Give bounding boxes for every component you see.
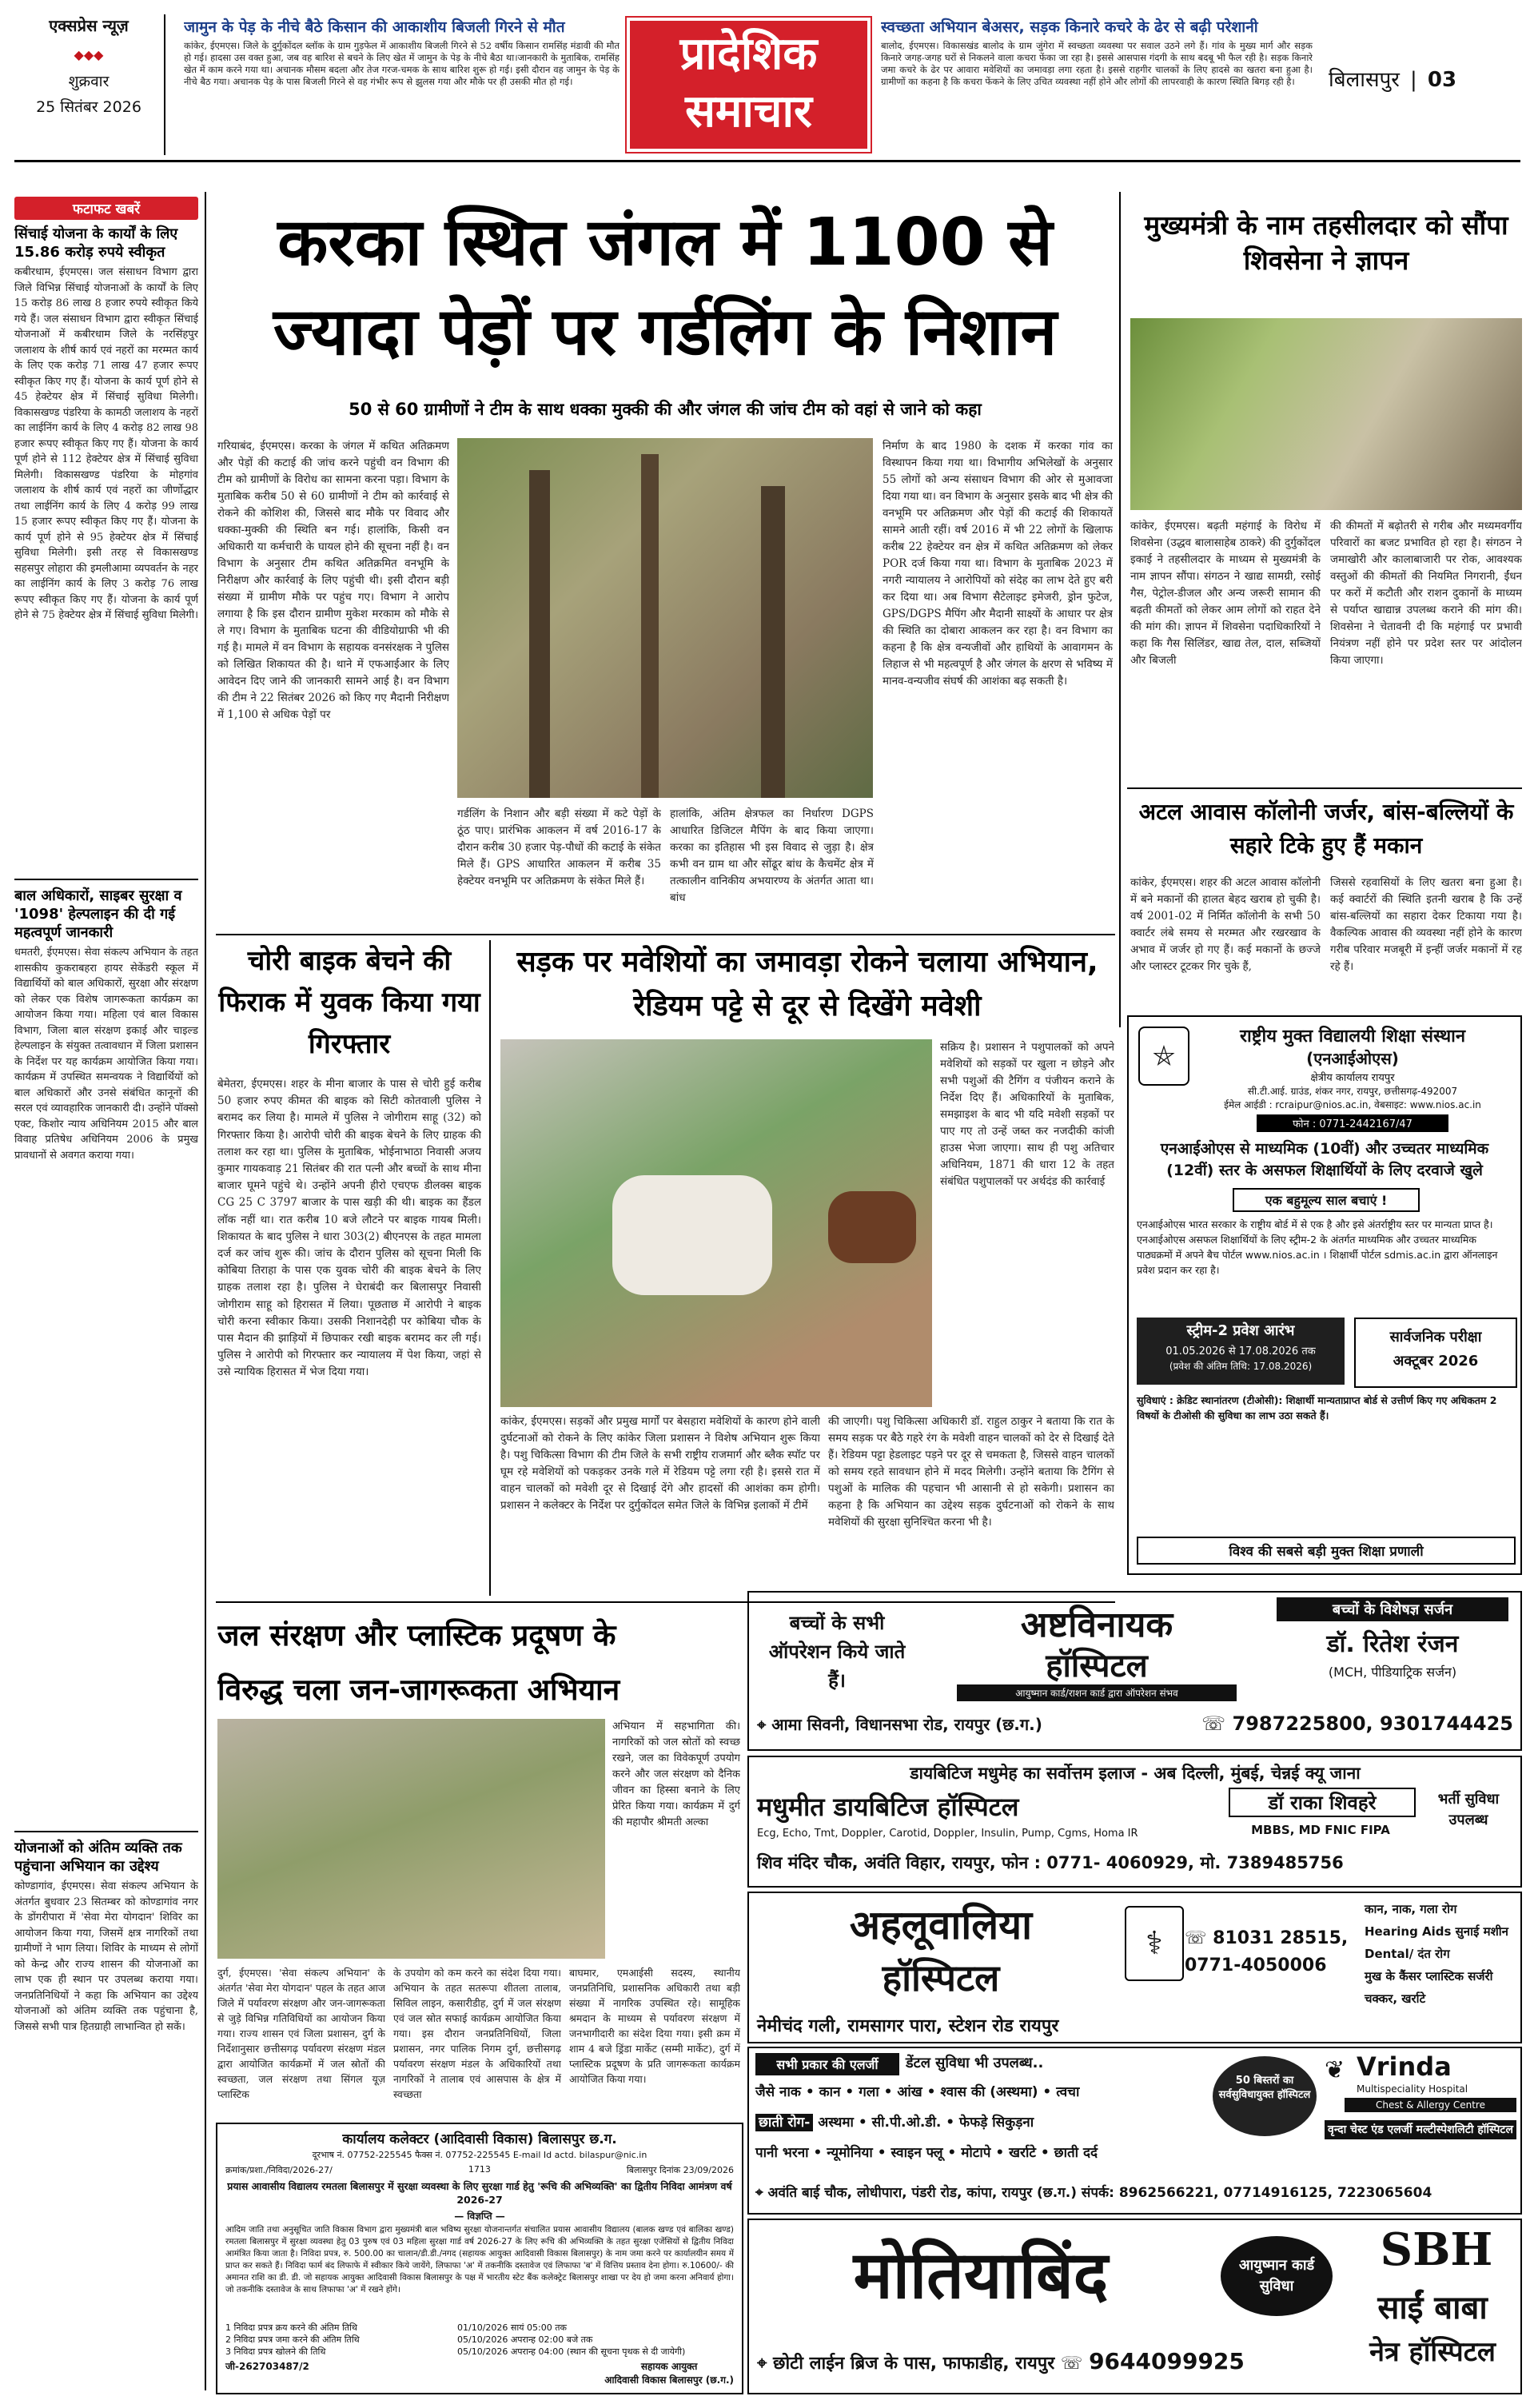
diab-name: मधुमीत डायबिटिज हॉस्पिटल bbox=[757, 1792, 1019, 1822]
ahlu-services bbox=[1365, 1898, 1520, 2010]
tender-row2 bbox=[225, 2334, 734, 2346]
tender-row3-value: 05/10/2026 अपरान्ह 04:00 (स्थान की सूचना पृथक से दी जायेगी) bbox=[457, 2346, 686, 2357]
ahlu-s3: Dental/ दंत रोग bbox=[1365, 1947, 1450, 1961]
section-title-2: समाचार bbox=[685, 86, 812, 138]
ashtavinayak-ad bbox=[747, 1591, 1522, 1751]
tender-body: आदिम जाति तथा अनुसूचित जाति विकास विभाग द्वारा मुख्यमंत्री बाल भविष्य सुरक्षा योजनान्तर्गत संचालित प्रयास आवासीय विद्यालय (बालक खण्ड एवं बालिका खण्ड) रमतला बिलासपुर में सुरक्षा व्यवस्था हेतु 03 पुरुष एवं 03 महिला सुरक्षा गार्ड वर्ष 2026-27 के लिए रूचि की अभिव्यक्ति के तहत सुरक्षा एजेंसियों से द्वितीय निविदा आमंत्रित किया जाता है। निविदा प्रपत्र, रु. 500.00 का चालान/डी.डी./नगद (सहायक आयुक्त आदिवासी विकास बिलासपुर) के नाम जमा करने पर कार्यालयीन समय में प्राप्त कर सकते हैं। निविदा फार्म बंद लिफाफे में स्वीकार किये जायेंगे, लिफाफा 'अ' में तकनीकि दस्तावेज एवं लिफाफा 'ब' में वित्तिय प्रस्ताव देना होगा। रु.10600/- की अमानत राशि का डी. डी. जो सहायक आयुक्त आदिवासी विकास बिलासपुर के पक्ष में भारतीय स्टेट बैंक कलेक्ट्रेट बिलासपुर शाखा पर देय हो जमा करना अनिवार्य होगा। जो तकनीकि दस्तावेज के साथ लिफाफा 'अ' में रखने होंगे। bbox=[225, 2225, 734, 2294]
nios-slogan: विश्व की सबसे बड़ी मुक्त शिक्षा प्रणाली bbox=[1137, 1537, 1516, 1565]
diab-addr: शिव मंदिर चौक, अवंति विहार, रायपुर, फोन : 0771- 4060929, मो. 7389485756 bbox=[757, 1853, 1344, 1872]
tender-sign bbox=[604, 2359, 734, 2386]
brief-left bbox=[184, 18, 620, 153]
sidebar-story2-text: धमतरी, ईएमएस। सेवा संकल्प अभियान के तहत शासकीय कुकराबहरा हायर सेकेंडरी स्कूल में विद्यार्थियों को बाल अधिकारों, सुरक्षा और संरक्षण को लेकर एक विशेष जागरूकता कार्यक्रम का आयोजन किया गया। महिला एवं बाल विकास विभाग, जिला बाल संरक्षण इकाई और चाइल्ड हेल्पलाइन के संयुक्त तत्वावधान में जिला प्रशासन के निर्देश पर यह कार्यक्रम आयोजित किया गया। कार्यक्रम में उपस्थित समन्वयक ने विद्यार्थियों को बाल अधिकारों और उनसे संबंधित कानूनों की सरल एवं व्यावहारिक जानकारी दी। उन्होंने पॉक्सो एक्ट, किशोर न्याय अधिनियम 2015 और बाल विवाह प्रतिषेध अधिनियम 2006 के प्रमुख प्रावधानों से अवगत कराया गया। bbox=[14, 947, 198, 1162]
header-divider-left bbox=[164, 14, 165, 155]
diab-deg: MBBS, MD FNIC FIPA bbox=[1251, 1823, 1390, 1837]
tender-row3-label: 3 निविदा प्रपत्र खोलने की तिथि bbox=[225, 2346, 326, 2357]
cow-shape bbox=[828, 1191, 916, 1263]
tender-ref-right: बिलासपुर दिनांक 23/09/2026 bbox=[626, 2165, 734, 2175]
ahlu-phone1: 81031 28515, bbox=[1213, 1928, 1349, 1948]
asht-tag: आयुष्मान कार्ड/राशन कार्ड द्वारा ऑपरेशन संभव bbox=[957, 1684, 1237, 1701]
ahlu-s4: मुख के कैंसर प्लास्टिक सर्जरी bbox=[1365, 1969, 1493, 1983]
bike-text: बेमेतरा, ईएमएस। शहर के मीना बाजार के पास से चोरी हुई करीब 50 हजार रुपए कीमत की बाइक को सिटी कोतवाली पुलिस ने बरामद कर लिया है। मामले में पुलिस ने जोगीराम साहू (32) को गिरफ्तार किया है। आरोपी चोरी की बाइक बेचने के लिए ग्राहक की तलाश कर रहा था। पुलिस के मुताबिक, भोईनाभाठा निवासी अजय कुमार गायकवाड़ 21 सितंबर की रात पत्नी और बच्चों के साथ मीना बाजार घूमने पहुंचे थे। उन्होंने अपनी हीरो एचएफ डीलक्स बाइक CG 25 C 3797 बाजार के पास खड़ी की थी। बाइक का हैंडल लॉक नहीं था। रात करीब 10 बजे लौटने पर बाइक गायब मिली। शिकायत के बाद पुलिस ने धारा 303(2) बीएनएस के तहत मामला दर्ज कर जांच शुरू की। जांच के दौरान पुलिस को सूचना मिली कि कोबिया तिराहा के पास एक युवक चोरी की बाइक बेचने के लिए ग्राहक तलाश रहा है। पुलिस ने घेराबंदी कर बिलासपुर निवासी जोगीराम साहू को हिरासत में लिया। पूछताछ में आरोपी ने बाइक चोरी करना स्वीकार किया। उसकी निशानदेही पर कोबिया चौक के पास मैदान की झाड़ियों में छिपाकर रखी बाइक बरामद कर ली गई। पुलिस ने आरोपी को गिरफ्तार कर न्यायालय में पेश किया, जहां से उसे न्यायिक हिरासत में भेज दिया गया। bbox=[217, 1078, 481, 1379]
tender-row1-label: 1 निविदा प्रपत्र क्रय करने की अंतिम तिथि bbox=[225, 2322, 357, 2333]
water-col2: के उपयोग को कम करने का संदेश दिया गया। अभियान के तहत सतरूपा शीतला तालाब, सिविल लाइन, कसारीडीह, दुर्ग में जल संरक्षण एवं जल स्रोत सफाई कार्यक्रम आयोजित किया गया। इस दौरान जनप्रतिनिधियों, जिला प्रशासन, नगर पालिक निगम दुर्ग, छत्तीसगढ़ पर्यावरण संरक्षण मंडल के अधिकारियों तथा नागरिकों ने तालाब एवं आसपास के क्षेत्र में स्वच्छता bbox=[393, 1967, 561, 2100]
sidebar-story3-title: योजनाओं को अंतिम व्यक्ति तक पहुंचाना अभियान का उद्देश्य bbox=[14, 1840, 182, 1875]
ahlu-addr: नेमीचंद गली, रामसागर पारा, स्टेशन रोड रायपुर bbox=[757, 2016, 1059, 2036]
nios-tag: एक बहुमूल्य साल बचाएं ! bbox=[1233, 1188, 1420, 1212]
ahlu-phone-wrap bbox=[1185, 1925, 1361, 1979]
phone-icon: ☏ bbox=[1201, 1712, 1233, 1735]
cm-col2: की कीमतों में बढ़ोतरी से गरीब और मध्यमवर्गीय परिवारों का बजट प्रभावित हो रहा है। संगठन ने जमाखोरी और कालाबाजारी पर रोक, आवश्यक वस्तुओं की कीमतों की नियमित निगरानी, ईंधन पर करों में कटौती और राशन दुकानों के माध्यम से पर्याप्त खाद्यान्न उपलब्ध कराने की मांग की। शिवसेना ने चेतावनी दी कि महंगाई पर प्रभावी नियंत्रण नहीं होने पर प्रदेश स्तर पर आंदोलन किया जाएगा। bbox=[1330, 520, 1522, 667]
vrinda-row1: जैसे नाक • कान • गला • आंख • श्वास की (अस्थमा) • त्वचा bbox=[755, 2084, 1080, 2100]
cm-memorandum-photo bbox=[1130, 318, 1522, 510]
sidebar-story1-title: सिंचाई योजना के कार्यों के लिए 15.86 करोड़ रुपये स्वीकृत bbox=[14, 225, 178, 261]
moti-logo: SBH bbox=[1380, 2223, 1493, 2276]
section-banner bbox=[627, 18, 871, 152]
nios-stream: स्ट्रीम-2 प्रवेश आरंभ bbox=[1186, 1322, 1295, 1339]
vrinda-beds: 50 बिस्तरों का सर्वसुविधायुक्त हॉस्पिटल bbox=[1213, 2056, 1317, 2136]
tree-trunk-shape bbox=[641, 454, 659, 798]
vrinda-ad bbox=[747, 2047, 1522, 2215]
nios-body: एनआईओएस भारत सरकार के राष्ट्रीय बोर्ड में से एक है और इसे अंतर्राष्ट्रीय स्तर पर मान्यता प्राप्त है। एनआईओएस असफल शिक्षार्थियों के लिए स्ट्रीम-2 के अंतर्गत माध्यमिक और उच्चतर माध्यमिक पाठ्यक्रमों में अपने बैच पोर्टल www.nios.ac.in । शिक्षार्थी पोर्टल sdmis.ac.in द्वारा ऑनलाइन प्रवेश प्रदान कर रहा है। bbox=[1137, 1218, 1498, 1276]
asht-addr-row bbox=[757, 1712, 1513, 1735]
location-pin-icon: ⌖ bbox=[757, 1714, 772, 1734]
location-pin-icon: ⌖ bbox=[755, 2185, 768, 2201]
nios-exam-box bbox=[1354, 1318, 1517, 1388]
asht-left: बच्चों के सभी ऑपरेशन किये जाते हैं। bbox=[768, 1612, 906, 1692]
cm-headline: मुख्यमंत्री के नाम तहसीलदार को सौंपा शिवसेना ने ज्ञापन bbox=[1144, 209, 1508, 276]
tender-vigyapti: — विज्ञप्ति — bbox=[454, 2211, 505, 2222]
water-headline-2: विरुद्ध चला जन-जागरूकता अभियान bbox=[217, 1672, 620, 1707]
tree-trunk-shape bbox=[761, 486, 785, 798]
sidebar-label: फटाफट खबरें bbox=[14, 197, 198, 220]
tender-sign2: आदिवासी विकास बिलासपुर (छ.ग.) bbox=[604, 2374, 734, 2386]
atal-headline: अटल आवास कॉलोनी जर्जर, बांस-बल्लियों के सहारे टिके हुए हैं मकान bbox=[1138, 799, 1514, 859]
water-headline-1: जल संरक्षण और प्लास्टिक प्रदूषण के bbox=[217, 1618, 616, 1653]
moti-tag: आयुष्मान कार्ड सुविधा bbox=[1221, 2236, 1333, 2316]
asht-doc-q: (MCH, पीडियाट्रिक सर्जन) bbox=[1328, 1664, 1457, 1680]
brief-right bbox=[881, 18, 1313, 153]
vrinda-footer bbox=[755, 2183, 1515, 2201]
header-bottom-rule bbox=[14, 160, 1520, 162]
moti-footer bbox=[757, 2348, 1341, 2374]
lead-headline-1: करका स्थित जंगल में 1100 से bbox=[277, 205, 1053, 281]
nios-stream-box bbox=[1137, 1318, 1345, 1385]
asht-addr: आमा सिवनी, विधानसभा रोड, रायपुर (छ.ग.) bbox=[771, 1714, 1042, 1734]
lead-right-rule bbox=[1119, 192, 1121, 1027]
vrinda-hin: वृन्दा चेस्ट एंड एलर्जी मल्टीस्पेशलिटी हॉस्पिटल bbox=[1325, 2120, 1516, 2139]
brief-right-title: स्वच्छता अभियान बेअसर, सड़क किनारे कचरे के ढेर से बढ़ी परेशानी bbox=[881, 18, 1258, 36]
sidebar-story2-title: बाल अधिकारों, साइबर सुरक्षा व '1098' हेल्पलाइन की दी गई महत्वपूर्ण जानकारी bbox=[14, 887, 182, 941]
nios-office: क्षेत्रीय कार्यालय रायपुर bbox=[1310, 1072, 1395, 1084]
vrinda-addr: अवंति बाई चौक, लोधीपारा, पंडरी रोड, कांपा, रायपुर (छ.ग.) bbox=[767, 2185, 1077, 2201]
bike-headline-box: चोरी बाइक बेचने की फिराक में युवक किया गया गिरफ्तार bbox=[218, 945, 480, 1060]
section-title-1: प्रादेशिक bbox=[679, 28, 818, 80]
sidebar-column-rule bbox=[205, 192, 206, 2390]
ahlu-s5: चक्कर, खर्राटे bbox=[1365, 1991, 1426, 2006]
vrinda-l2: डेंटल सुविधा भी उपलब्ध.. bbox=[906, 2055, 1044, 2071]
asht-name1: अष्टविनायक bbox=[1020, 1605, 1173, 1645]
nios-footer-note: सुविधाएं : क्रेडिट स्थानांतरण (टीओसी): शिक्षार्थी मान्यताप्राप्त बोर्ड से उत्तीर्ण किए गए अधिकतम 2 विषयों के टीओसी की सुविधा का लाभ उठा सकते हैं। bbox=[1137, 1394, 1497, 1421]
tender-footer bbox=[225, 2359, 734, 2386]
tender-ref-row bbox=[225, 2164, 734, 2176]
cattle-headline: सड़क पर मवेशियों का जमावड़ा रोकने चलाया अभियान, रेडियम पट्टे से दूर से दिखेंगे मवेशी bbox=[516, 946, 1098, 1023]
cattle-right-col: सक्रिय है। प्रशासन ने पशुपालकों को अपने मवेशियों को सड़कों पर खुला न छोड़ने और सभी पशुओं की टैगिंग व पंजीयन कराने के निर्देश दिए हैं। अधिकारियों के मुताबिक, समझाइश के बाद भी यदि मवेशी सड़कों पर पाए गए तो उन्हें जब्त कर नजदीकी कांजी हाउस भेजा जाएगा। साथ ही पशु अतिचार अधिनियम, 1871 की धारा 12 के तहत संबंधित पशुपालकों पर अर्थदंड की कार्रवाई bbox=[940, 1041, 1114, 1188]
ahlu-name2: हॉस्पिटल bbox=[882, 1956, 1000, 1999]
vrinda-l1: सभी प्रकार की एलर्जी bbox=[755, 2053, 899, 2075]
tender-row3 bbox=[225, 2346, 734, 2358]
asht-doc-label: बच्चों के विशेषज्ञ सर्जन bbox=[1277, 1597, 1508, 1621]
atal-col2: जिससे रहवासियों के लिए खतरा बना हुआ है। कई क्वार्टरों की स्थिति इतनी खराब है कि उन्हें बांस-बल्लियों का सहारा देकर टिकाया गया है। वैकल्पिक आवास की व्यवस्था नहीं होने के कारण गरीब परिवार मजबूरी में इन्हीं जर्जर मकानों में रह रहे हैं। bbox=[1330, 876, 1522, 973]
masthead-block bbox=[18, 14, 160, 155]
nios-exam-date: अक्टूबर 2026 bbox=[1393, 1353, 1479, 1369]
asht-name2: हॉस्पिटल bbox=[1046, 1648, 1148, 1684]
asht-addr-wrap bbox=[757, 1713, 1042, 1735]
issue-day: शुक्रवार bbox=[68, 73, 110, 90]
issue-date: 25 सितंबर 2026 bbox=[36, 98, 141, 116]
ahlu-s2: Hearing Aids सुनाई मशीन bbox=[1365, 1924, 1508, 1939]
tender-notice bbox=[216, 2123, 743, 2394]
diamond-ornament-icon: ◆◆◆ bbox=[74, 47, 104, 62]
sidebar-divider bbox=[14, 879, 198, 880]
water-side: अभियान में सहभागिता की। नागरिकों को जल स्रोतों को स्वच्छ रखने, जल का विवेकपूर्ण उपयोग करने और जल संरक्षण को दैनिक जीवन का हिस्सा बनाने के लिए प्रेरित किया गया। कार्यक्रम में दुर्ग की महापौर श्रीमती अल्का bbox=[612, 1720, 740, 1828]
vrinda-row2: अस्थमा • सी.पी.ओ.डी. • फेफड़े सिकुड़ना bbox=[818, 2115, 1034, 2131]
tender-row2-value: 05/10/2026 अपरान्ह 02:00 बजे तक bbox=[457, 2334, 593, 2345]
nios-main: एनआईओएस से माध्यमिक (10वीं) और उच्चतर माध्यमिक (12वीं) स्तर के असफल शिक्षार्थियों के लिए दरवाजे खुले bbox=[1160, 1140, 1489, 1179]
asht-phone: 7987225800, 9301744425 bbox=[1232, 1712, 1513, 1735]
lead-col3: निर्माण के बाद 1980 के दशक में करका गांव का विस्थापन किया गया था। विभागीय अभिलेखों के अनुसार 55 लोगों को अन्य संसाधन विभाग की ओर से मुआवजा दिया गया था। वन विभाग के अनुसार इसके बाद भी क्षेत्र की वनभूमि पर अतिक्रमण और पेड़ों की कटाई की शिकायतें सामने आती रहीं। वर्ष 2016 में भी 22 लोगों के खिलाफ करीब 22 हेक्टेयर वन क्षेत्र में कथित अतिक्रमण को लेकर POR दर्ज किया गया था। विभाग के मुताबिक 2023 में नगरी न्यायालय ने आरोपियों को संदेह का लाभ देते हुए बरी कर दिया था। अब विभाग सैटेलाइट इमेजरी, ड्रोन फुटेज, GPS/DGPS मैपिंग और मैदानी साक्ष्यों के आधार पर क्षेत्र की स्थिति का दोबारा आकलन कर रहा है। वन विभाग का कहना है कि क्षेत्र वन्यजीवों और हाथियों के आवागमन के लिहाज से भी महत्वपूर्ण है और जंगल के क्षरण से भविष्य में मानव-वन्यजीव संघर्ष की आशंका बढ़ सकती है। bbox=[883, 440, 1113, 688]
tender-sign1: सहायक आयुक्त bbox=[640, 2361, 698, 2372]
vrinda-row3: पानी भरना • न्यूमोनिया • स्वाइन फ्लू • मोटापे • खर्राटे • छाती दर्द bbox=[755, 2145, 1098, 2161]
cm-bottom-rule bbox=[1127, 787, 1522, 789]
vrinda-phone: संपर्क: 8962566221, 07714916125, 7223065604 bbox=[1081, 2185, 1432, 2201]
lead-col2: हालांकि, अंतिम क्षेत्रफल का निर्धारण DGPS आधारित डिजिटल मैपिंग के बाद किया जाएगा। करका का इतिहास भी इस विवाद से जुड़ा है। क्षेत्र कभी वन ग्राम था और सोंढूर बांध के कैचमेंट क्षेत्र में तत्कालीन वानिकीय अभयारण्य के अंतर्गत आता था। बांध bbox=[670, 807, 874, 904]
cattle-text-left: कांकेर, ईएमएस। सड़कों और प्रमुख मार्गों पर बेसहारा मवेशियों के कारण होने वाली दुर्घटनाओं को रोकने के लिए कांकेर जिला प्रशासन ने विशेष अभियान शुरू किया है। पशु चिकित्सा विभाग की टीम जिले के सभी राष्ट्रीय राजमार्ग और ब्लैक स्पॉट पर घूम रहे मवेशियों को पकड़कर उनके गले में रेडियम पट्टे लगा रही है। इससे रात में वाहन चालकों को मवेशी दूर से दिखाई देंगे और हादसों की आशंका कम होगी। प्रशासन ने कलेक्टर के निर्देश पर दुर्गुकोंदल समेत जिले के विभिन्न इलाकों में टीमें bbox=[500, 1415, 820, 1512]
masthead-title: एक्सप्रेस न्यूज़ bbox=[49, 16, 129, 35]
page-number: 03 bbox=[1427, 68, 1457, 92]
phone-icon: ☏ bbox=[1060, 2354, 1090, 2374]
lead-headline bbox=[217, 198, 1113, 390]
moti-hosp2: नेत्र हॉस्पिटल bbox=[1369, 2336, 1496, 2368]
ahluwalia-ad bbox=[747, 1892, 1522, 2043]
phone-icon: ☏ bbox=[1185, 1928, 1213, 1948]
nios-sub: (एनआईओएस) bbox=[1306, 1049, 1399, 1068]
tender-subject: प्रयास आवासीय विद्यालय रमतला बिलासपुर में सुरक्षा व्यवस्था के लिए सुरक्षा गार्ड हेतु 'रूचि की अभिव्यक्ति' का द्वितीय निविदा आमंत्रण वर्ष 2026-27 bbox=[227, 2180, 732, 2206]
brief-left-title: जामुन के पेड़ के नीचे बैठे किसान की आकाशीय बिजली गिरने से मौत bbox=[184, 18, 565, 36]
nios-late: (प्रवेश की अंतिम तिथि: 17.08.2026) bbox=[1169, 1361, 1313, 1372]
nios-logo-icon: ⛤ bbox=[1138, 1027, 1189, 1086]
tender-row1 bbox=[225, 2322, 734, 2334]
header-city-block bbox=[1329, 64, 1520, 104]
water-col1: दुर्ग, ईएमएस। 'सेवा संकल्प अभियान' के अंतर्गत 'सेवा मेरा योगदान' पहल के तहत आज जिले में पर्यावरण संरक्षण और जन-जागरूकता से जुड़े विभिन्न गतिविधियों का आयोजन किया गया। राज्य शासन एवं जिला प्रशासन, दुर्ग के निर्देशानुसार छत्तीसगढ़ पर्यावरण संरक्षण मंडल द्वारा आयोजित कार्यक्रमों में जल स्रोतों की स्वच्छता, जल संरक्षण तथा सिंगल यूज़ प्लास्टिक bbox=[217, 1967, 385, 2100]
diab-top: डायबिटिज मधुमेह का सर्वोत्तम इलाज - अब दिल्ली, मुंबई, चेन्नई क्यू जाना bbox=[910, 1764, 1361, 1783]
tender-ref-left: क्रमांक/प्रशा./निविदा/2026-27/ bbox=[225, 2165, 333, 2175]
diab-tests: Ecg, Echo, Tmt, Doppler, Carotid, Doppler, Insulin, Pump, Cgms, Homa IR bbox=[757, 1828, 1138, 1840]
nios-phone: फोन : 0771-2442167/47 bbox=[1257, 1114, 1448, 1132]
bike-top-rule bbox=[216, 934, 1115, 935]
brief-left-text: कांकेर, ईएमएस। जिले के दुर्गुकोंदल ब्लॉक के ग्राम गुड़फेल में आकाशीय बिजली गिरने से 52 वर्षीय किसान रामसिंह मंडावी की मौत हो गई। हादसा उस वक्त हुआ, जब वह बारिश से बचने के लिए खेत में जामुन के पेड़ के नीचे बैठा था।जानकारी के मुताबिक, रामसिंह खेत में काम करने गया था। अचानक मौसम बदला और तेज गरज-चमक के साथ बारिश शुरू हो गई। इसी दौरान वह जामुन के पेड़ के नीचे बैठ गया। अचानक पेड़ के पास बिजली गिरने से वह गंभीर रूप से झुलस गया और मौके पर ही उसकी मौत हो गई। bbox=[184, 40, 620, 87]
nios-dates: 01.05.2026 से 17.08.2026 तक bbox=[1165, 1346, 1316, 1357]
moti-hosp1: साईं बाबा bbox=[1377, 2290, 1488, 2326]
moti-phone: 9644099925 bbox=[1089, 2348, 1245, 2374]
lead-forest-photo bbox=[457, 438, 873, 798]
sidebar-divider bbox=[14, 1831, 198, 1832]
diab-bharti: भर्ती सुविधा उपलब्ध bbox=[1437, 1791, 1500, 1828]
vrinda-sub: Multispeciality Hospital bbox=[1357, 2083, 1468, 2095]
water-photo bbox=[217, 1719, 605, 1959]
tender-row2-label: 2 निविदा प्रपत्र जमा करने की अंतिम तिथि bbox=[225, 2334, 360, 2345]
tree-trunk-shape bbox=[529, 470, 550, 798]
nios-title: राष्ट्रीय मुक्त विद्यालयी शिक्षा संस्थान bbox=[1239, 1027, 1466, 1047]
atal-col1: कांकेर, ईएमएस। शहर की अटल आवास कॉलोनी में बने मकानों की हालत बेहद खराब हो चुकी है। वर्ष 2001-02 में निर्मित कॉलोनी के सभी 50 क्वार्टर लंबे समय से मरम्मत और रखरखाव के अभाव में जर्जर हो गए हैं। कई मकानों के छज्जे और प्लास्टर टूटकर गिर चुके हैं, bbox=[1130, 876, 1321, 973]
lead-subhead: 50 से 60 ग्रामीणों ने टीम के साथ धक्का मुक्की की और जंगल की जांच टीम को वहां से जाने को कहा bbox=[349, 400, 982, 419]
lead-col1: गरियाबंद, ईएमएस। करका के जंगल में कथित अतिक्रमण और पेड़ों की कटाई की जांच करने पहुंची वन विभाग की टीम को ग्रामीणों के विरोध का सामना करना पड़ा। विभाग के मुताबिक करीब 50 से 60 ग्रामीणों ने टीम को कार्रवाई से रोकने की कोशिश की, जिससे बाद मौके पर विवाद और धक्का-मुक्की की स्थिति बन गई। हालांकि, किसी वन अधिकारी या कर्मचारी के घायल होने की सूचना नहीं है। वन विभाग के अनुसार टीम कथित अतिक्रमित वनभूमि के निरीक्षण और कार्रवाई के लिए पहुंची थी। इसी दौरान बड़ी संख्या में ग्रामीण मौके पर पहुंच गए। विभाग ने आरोप लगाया है कि इस दौरान ग्रामीण मुकेश मरकाम को मौके से ले गए। विभाग के मुताबिक घटना की वीडियोग्राफी भी की गई है। मामले में वन विभाग के सहायक वनसंरक्षक ने पुलिस को लिखित शिकायत की है। थाने में एफआईआर के लिए आवेदन दिए जाने की जानकारी सामने आई है। वन विभाग की टीम ने 22 सितंबर 2026 को किए गए मैदानी निरीक्षण में 1,100 से अधिक पेड़ों पर bbox=[217, 440, 449, 721]
sidebar-story3-text: कोण्डागांव, ईएमएस। सेवा संकल्प अभियान के अंतर्गत बुधवार 23 सितम्बर को कोण्डागांव नगर के डोंगरीपारा में 'सेवा मेरा योगदान' शिविर का आयोजन किया गया, जिसमें क्षत्र नागरिकों तथा ग्रामीणों ने भाग लिया। शिविर के माध्यम से लोगों को केन्द्र और राज्य शासन की योजनाओं का लाभ एक ही स्थान पर उपलब्ध कराया गया। जनप्रतिनिधियों ने कहा कि अभियान का उद्देश्य योजनाओं को अंतिम व्यक्ति तक पहुंचाना है, जिससे सभी पात्र हितग्राही लाभान्वित हो सकें। bbox=[14, 1880, 198, 2033]
moti-addr: छोटी लाईन ब्रिज के पास, फाफाडीह, रायपुर bbox=[773, 2354, 1055, 2374]
vrinda-row2-label: छाती रोग- bbox=[755, 2114, 813, 2131]
nios-addr: सी.टी.आई. ग्राउंड, शंकर नगर, रायपुर, छत्तीसगढ़-492007 bbox=[1247, 1086, 1458, 1097]
asht-phone-wrap bbox=[1201, 1712, 1513, 1735]
ahlu-phone2: 0771-4050006 bbox=[1185, 1956, 1327, 1975]
location-pin-icon: ⌖ bbox=[757, 2354, 774, 2374]
water-col3: बाघमार, एमआईसी सदस्य, स्थानीय जनप्रतिनिधि, प्रशासनिक अधिकारी तथा बड़ी संख्या में नागरिक उपस्थित रहे। सामूहिक श्रमदान के माध्यम से पर्यावरण संरक्षण में जनभागीदारी का संदेश दिया गया। इसी क्रम में शाम 4 बजे ड्रिंडा मार्केट (सम्मी मार्केट), दुर्ग में प्लास्टिक प्रदूषण के प्रति जागरूकता कार्यक्रम आयोजित किया गया। bbox=[569, 1967, 740, 2085]
header-sep: | bbox=[1410, 68, 1417, 92]
tender-contact: दूरभाष नं. 07752-225545 फैक्स नं. 07752-225545 E-mail Id actd. bilaspur@nic.in bbox=[312, 2150, 647, 2160]
ahlu-logo-icon: ⚕ bbox=[1125, 1906, 1184, 1981]
nios-ad bbox=[1127, 1015, 1522, 1575]
vrinda-row2-wrap bbox=[755, 2112, 1203, 2131]
nios-exam: सार्वजनिक परीक्षा bbox=[1389, 1329, 1482, 1346]
diab-doc: डॉ राका शिवहरे bbox=[1229, 1788, 1416, 1817]
brief-right-text: बालोद, ईएमएस। विकासखंड बालोद के ग्राम जुंगेरा में स्वच्छता व्यवस्था पर सवाल उठने लगे हैं। गांव के मुख्य मार्ग और सड़क किनारे जगह-जगह घरों से निकलने वाला कचरा फेंका जा रहा है। इससे आसपास गंदगी के साथ बदबू भी फैल रही है। सड़क किनारे जमा कचरे के ढेर पर आवारा मवेशियों का जमावड़ा लगा रहता है। इससे राहगीर चालकों के लिए हादसे का खतरा बना हुआ है। ग्रामीणों का कहना है कि कचरा फेंकने के लिए उचित व्यवस्था नहीं होने और लोगों की लापरवाही के कारण स्थिति बिगड़ रही है। bbox=[881, 40, 1313, 87]
lead-headline-2: ज्यादा पेड़ों पर गर्डलिंग के निशान bbox=[273, 294, 1058, 370]
moti-name: मोतियाबिंद bbox=[853, 2238, 1109, 2314]
lungs-icon: ❦ bbox=[1325, 2056, 1345, 2084]
nios-email: ईमेल आईडी : rcraipur@nios.ac.in, वेबसाइट: www.nios.ac.in bbox=[1224, 1099, 1481, 1110]
vrinda-name: Vrinda bbox=[1357, 2051, 1452, 2082]
tender-row1-value: 01/10/2026 सायं 05:00 तक bbox=[457, 2322, 567, 2333]
cattle-text-right: की जाएगी। पशु चिकित्सा अधिकारी डॉ. राहुल ठाकुर ने बताया कि रात के समय सड़क पर बैठे गहरे रंग के मवेशी वाहन चालकों को देर से दिखाई देते हैं। रेडियम पट्टा हेडलाइट पड़ने पर दूर से चमकता है, जिससे वाहन चालकों को समय रहते सावधान होने में मदद मिलेगी। उन्होंने बताया कि टैगिंग से पशुओं के मालिक की पहचान भी आसानी से हो सकेगी। प्रशासन का कहना है कि अभियान का उद्देश्य सड़क दुर्घटनाओं को रोकने के साथ मवेशियों की सुरक्षा सुनिश्चित करना भी है। bbox=[828, 1415, 1114, 1529]
cow-shape bbox=[612, 1175, 772, 1295]
ahlu-name1: अहलूवालिया bbox=[849, 1902, 1033, 1948]
madhumeet-ad bbox=[747, 1756, 1522, 1888]
tender-ref-mid: 1713 bbox=[468, 2164, 491, 2175]
tender-ji: जी-262703487/2 bbox=[225, 2361, 309, 2372]
header-city: बिलासपुर bbox=[1329, 68, 1400, 92]
asht-doc: डॉ. रितेश रंजन bbox=[1326, 1630, 1459, 1658]
motiyabind-ad bbox=[747, 2219, 1522, 2394]
bike-right-rule bbox=[489, 940, 491, 1596]
cm-col1: कांकेर, ईएमएस। बढ़ती महंगाई के विरोध में शिवसेना (उद्धव बालासाहेब ठाकरे) की दुर्गुकोंदल इकाई ने तहसीलदार के माध्यम से मुख्यमंत्री के नाम ज्ञापन सौंपा। संगठन ने खाद्य सामग्री, रसोई गैस, पेट्रोल-डीजल और अन्य जरूरी सामान की बढ़ती कीमतों को लेकर आम लोगों को राहत देने की मांग की। ज्ञापन में शिवसेना पदाधिकारियों ने कहा कि गैस सिलिंडर, खाद्य तेल, दाल, सब्जियों और बिजली bbox=[1130, 520, 1321, 667]
sidebar-story1-text: कबीरधाम, ईएमएस। जल संसाधन विभाग द्वारा जिले विभिन्न सिंचाई योजनाओं के कार्यों के लिए 15 करोड़ 86 लाख 8 हजार रुपये स्वीकृत किये गये हैं। जल संसाधन विभाग द्वारा स्वीकृत सिंचाई योजनाओं में कबीरधाम जिले के नरसिंहपुर जलाशय के शीर्ष कार्य एवं नहरों का मरम्मत कार्य के लिए एक करोड़ 71 लाख 47 हजार रूपए स्वीकृत किए गए हैं। योजना के कार्य पूर्ण होने से 45 हेक्टेयर क्षेत्र में सिंचाई सुविधा मिलेगी। विकासखण्ड पंडरिया के कामठी जलाशय के नहरों का लाईनिंग कार्य के लिए 4 करोड़ 82 लाख 98 हजार रूपए स्वीकृत किए गए हैं। योजना के कार्य पूर्ण होने से 112 हेक्टेयर क्षेत्र में सिंचाई सुविधा मिलेगी। विकासखण्ड पंडरिया के मोहगांव जलाशय के शीर्ष कार्य एवं नहरों का जीर्णोद्धार तथा लाईनिंग कार्य के लिए 4 करोड़ 99 लाख 15 हजार रूपए स्वीकृत किए गए हैं। योजना के कार्य पूर्ण होने से 95 हेक्टेयर क्षेत्र में सिंचाई सुविधा मिलेगी। इसी तरह से विकासखण्ड सहसपुर लोहारा की इमलीआमा व्यपवर्तन के नहर का लाईनिंग कार्य के लिए 3 करोड़ 76 लाख रूपए स्वीकृत किए गए हैं। योजना के कार्य पूर्ण होने से 75 हेक्टेयर क्षेत्र में सिंचाई सुविधा मिलेगी। bbox=[14, 266, 198, 621]
vrinda-tag: Chest & Allergy Centre bbox=[1345, 2098, 1516, 2112]
ahlu-s1: कान, नाक, गला रोग bbox=[1365, 1902, 1457, 1916]
tender-title: कार्यालय कलेक्टर (आदिवासी विकास) बिलासपुर छ.ग. bbox=[342, 2131, 617, 2147]
cattle-photo bbox=[500, 1039, 932, 1407]
lead-photo-caption-col: गर्डलिंग के निशान और बड़ी संख्या में कटे पेड़ों के ठूंठ पाए। प्रारंभिक आकलन में वर्ष 2016-17 के दौरान करीब 30 हजार पेड़-पौधों की कटाई के संकेत मिले हैं। GPS आधारित आकलन में करीब 35 हेक्टेयर वनभूमि पर अतिक्रमण के संकेत मिले हैं। bbox=[457, 807, 661, 887]
sidebar bbox=[14, 197, 198, 2387]
